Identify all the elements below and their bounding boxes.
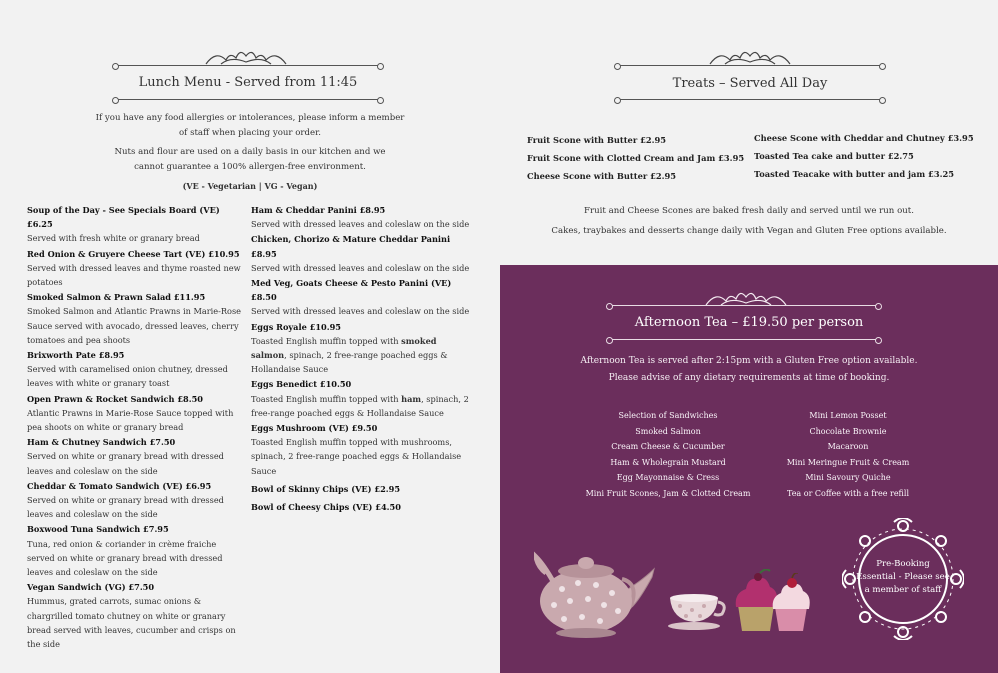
menu-item-desc: Served on white or granary bread with dressed leaves and coleslaw on the side <box>27 495 224 520</box>
treats-title-line-bottom <box>620 99 880 100</box>
menu-item-title: Boxwood Tuna Sandwich £7.95 <box>27 524 169 535</box>
allergy-note: If you have any food allergies or intolerances, please inform a member of staff when placing your order. <box>95 113 405 138</box>
menu-item <box>27 392 245 435</box>
nuts-note: Nuts and flour are used on a daily basis in our kitchen and we cannot guarantee a 100% allergen-free environment. <box>114 147 386 172</box>
treat-item: Cheese Scone with Cheddar and Chutney £3.95 <box>754 133 974 143</box>
teapot-icon <box>534 543 658 639</box>
menu-item-title: Soup of the Day - See Specials Board (VE) £6.25 <box>27 205 220 230</box>
menu-item-desc: Smoked Salmon and Atlantic Prawns in Marie-Rose Sauce served with avocado, dressed leaves, cherry tomatoes and pea shoots <box>27 306 241 345</box>
afternoon-tea-heading: Afternoon Tea – £19.50 per person <box>634 315 864 330</box>
menu-item-desc: Served with dressed leaves and coleslaw on the side <box>251 306 470 317</box>
lunch-right-column <box>251 203 473 515</box>
tea-list-item: Mini Meringue Fruit & Cream <box>786 457 910 467</box>
menu-item-desc: Served with dressed leaves and coleslaw on the side <box>251 219 470 230</box>
menu-item-title: Eggs Benedict £10.50 <box>251 379 352 390</box>
menu-item-title: Ham & Cheddar Panini £8.95 <box>251 205 386 215</box>
treat-item: Fruit Scone with Butter £2.95 <box>527 135 667 145</box>
desc-highlight: ham <box>401 393 422 404</box>
menu-item-desc: Served with caramelised onion chutney, dressed leaves with white or granary toast <box>27 364 228 389</box>
treats-ornament-icon <box>700 46 800 66</box>
menu-item <box>251 482 473 496</box>
menu-item-desc: Served on white or granary bread with dressed leaves and coleslaw on the side <box>27 451 224 476</box>
tea-ornament-icon <box>696 287 796 307</box>
treats-title-line-top <box>620 65 880 66</box>
menu-item <box>27 203 245 246</box>
menu-item-title: Eggs Royale £10.95 <box>251 321 341 332</box>
tea-title-line-top <box>612 305 876 306</box>
tea-list-item: Chocolate Brownie <box>809 426 887 436</box>
lunch-heading: Lunch Menu - Served from 11:45 <box>138 75 358 90</box>
desc-part: Toasted English muffin topped with <box>251 335 402 346</box>
tea-list-item: Ham & Wholegrain Mustard <box>610 457 726 467</box>
treats-right-column <box>754 129 974 183</box>
desc-highlight: smoked salmon <box>251 335 437 361</box>
menu-item-desc: Tuna, red onion & coriander in crème fraiche served on white or granary bread with dressed leaves and coleslaw on the side <box>27 538 223 578</box>
menu-item-desc: Served with dressed leaves and coleslaw on the side <box>251 262 470 273</box>
menu-item-title: Open Prawn & Rocket Sandwich £8.50 <box>27 393 203 404</box>
tea-title-line-bottom <box>612 339 876 340</box>
tea-list-item: Mini Lemon Posset <box>809 411 887 420</box>
treats-left-column <box>527 131 744 185</box>
afternoon-tea-panel <box>500 265 998 673</box>
scones-note: Fruit and Cheese Scones are baked fresh daily and served until we run out. <box>584 206 914 216</box>
tea-list-item: Smoked Salmon <box>635 426 701 436</box>
teacup-icon <box>664 590 728 630</box>
treat-item: Toasted Tea cake and butter £2.75 <box>754 151 914 161</box>
desc-part: , spinach, 2 free-range poached eggs & Hollandaise Sauce <box>251 350 448 375</box>
menu-item <box>251 377 473 420</box>
lunch-title-line-bottom <box>118 99 378 100</box>
tea-list-item: Mini Savoury Quiche <box>805 473 891 482</box>
menu-item-title: Red Onion & Gruyere Cheese Tart (VE) £10.95 <box>27 248 240 259</box>
menu-item <box>27 580 245 651</box>
menu-item <box>251 421 473 478</box>
menu-item-desc: Served with dressed leaves and thyme roasted new potatoes <box>27 262 241 288</box>
menu-item-desc: Atlantic Prawns in Marie-Rose Sauce topped with pea shoots on white or granary bread <box>27 407 234 433</box>
treat-item: Cheese Scone with Butter £2.95 <box>527 171 677 181</box>
tea-list-item: Selection of Sandwiches <box>618 411 718 420</box>
tea-list-item: Mini Fruit Scones, Jam & Clotted Cream <box>585 488 751 498</box>
tea-list-item: Egg Mayonnaise & Cress <box>616 473 720 482</box>
menu-item <box>251 320 473 377</box>
menu-item <box>251 232 473 275</box>
menu-item <box>27 522 245 579</box>
menu-item-desc <box>251 334 473 377</box>
menu-item-title: Brixworth Pate £8.95 <box>27 350 125 361</box>
menu-item-title: Smoked Salmon & Prawn Salad £11.95 <box>27 292 206 303</box>
menu-item <box>251 500 473 514</box>
treat-item: Toasted Teacake with butter and jam £3.25 <box>754 169 955 179</box>
desc-part: Toasted English muffin topped with <box>251 393 402 404</box>
lunch-ornament-icon <box>196 46 296 66</box>
menu-item-title: Chicken, Chorizo & Mature Cheddar Panini £8.95 <box>251 234 451 259</box>
menu-item <box>27 479 245 522</box>
tea-list-left <box>572 408 764 501</box>
menu-item-title: Eggs Mushroom (VE) £9.50 <box>251 423 378 434</box>
desc-part: , spinach, 2 free-range poached eggs & Hollandaise Sauce <box>251 393 469 418</box>
tea-list-item: Cream Cheese & Cucumber <box>611 442 725 451</box>
menu-item-title: Ham & Chutney Sandwich £7.50 <box>27 437 176 448</box>
treats-heading: Treats – Served All Day <box>672 76 828 91</box>
menu-item <box>27 435 245 478</box>
menu-item <box>251 276 473 319</box>
cakes-note: Cakes, traybakes and desserts change daily with Vegan and Gluten Free options available. <box>551 226 947 236</box>
tea-note-line: Please advise of any dietary requirements at time of booking. <box>608 373 890 383</box>
tea-list-item: Macaroon <box>827 442 869 451</box>
menu-item-title: Cheddar & Tomato Sandwich (VE) £6.95 <box>27 480 212 491</box>
tea-list-item: Tea or Coffee with a free refill <box>786 488 909 498</box>
tea-note-line: Afternoon Tea is served after 2:15pm with a Gluten Free option available. <box>580 356 918 366</box>
tea-list-right <box>764 408 932 501</box>
menu-item-desc: Toasted English muffin topped with mushrooms, spinach, 2 free-range poached eggs & Hollandaise Sauce <box>251 437 462 476</box>
menu-item-title: Med Veg, Goats Cheese & Pesto Panini (VE) £8.50 <box>251 278 452 303</box>
treat-item: Fruit Scone with Clotted Cream and Jam £3.95 <box>527 153 745 163</box>
lunch-title-line-top <box>118 65 378 66</box>
menu-item <box>27 348 245 391</box>
lunch-left-column <box>27 203 245 652</box>
menu-item-desc <box>251 392 473 420</box>
menu-item-title: Bowl of Skinny Chips (VE) £2.95 <box>251 483 401 494</box>
menu-item-desc: Hummus, grated carrots, sumac onions & chargrilled tomato chutney on white or granary bread served with leaves, cucumber and crisps on the side <box>27 596 236 650</box>
menu-item-title: Vegan Sandwich (VG) £7.50 <box>27 582 155 593</box>
diet-key: (VE - Vegetarian | VG - Vegan) <box>182 181 318 191</box>
pre-booking-text: Pre-Booking Essential - Please see a member of staff <box>856 559 950 595</box>
cupcake-icon <box>770 573 812 633</box>
menu-item <box>27 247 245 290</box>
menu-item-desc: Served with fresh white or granary bread <box>27 233 200 244</box>
afternoon-tea-note <box>500 353 998 387</box>
menu-item <box>27 290 245 347</box>
menu-item <box>251 203 473 231</box>
menu-item-title: Bowl of Cheesy Chips (VE) £4.50 <box>251 502 401 513</box>
